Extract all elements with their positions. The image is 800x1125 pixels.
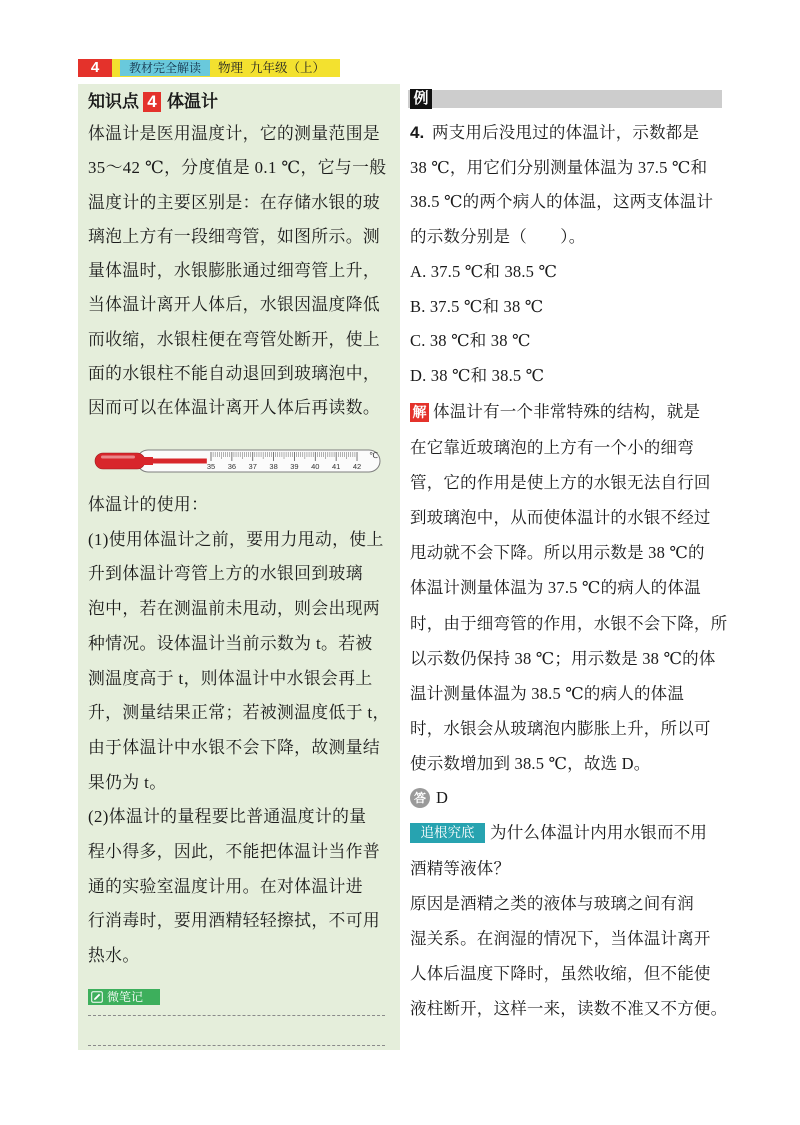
question-text: [410, 116, 713, 255]
text-line: 体温计是医用温度计，它的测量范围是: [88, 124, 381, 143]
solution-line: 管，它的作用是使上方的水银无法自行回: [410, 472, 711, 492]
thermometer-bulb: [95, 453, 145, 469]
scale-label: 36: [227, 462, 237, 471]
text-line: 因而可以在体温计离开人体后再读数。: [88, 398, 381, 418]
example-tag: 例: [410, 89, 432, 109]
question-number: 4.: [410, 123, 425, 142]
text-line: 果仍为 t。: [88, 772, 167, 792]
dig-answer-line: 湿关系。在润湿的情况下，当体温计离开: [410, 929, 711, 948]
dig-question-line: 为什么体温计内用水银而不用: [490, 823, 708, 843]
text-line: 种情况。设体温计当前示数为 t。若被: [88, 633, 373, 653]
dig-deeper-tag: 追根究底: [410, 823, 485, 843]
usage-text: [88, 523, 390, 974]
knowledge-number-badge: 4: [143, 92, 161, 112]
pencil-icon: [91, 991, 103, 1003]
solution-line: 时，水银会从玻璃泡内膨胀上升，所以可: [410, 719, 711, 739]
dig-answer-line: 原因是酒精之类的液体与玻璃之间有润: [410, 893, 694, 913]
solution-line: 温计测量体温为 38.5 ℃的病人的体温: [410, 684, 685, 704]
text-line: 热水。: [88, 946, 140, 966]
scale-label: 38: [269, 462, 278, 471]
option-item: C. 38 ℃和 38 ℃: [410, 331, 531, 351]
solution-text: [410, 394, 727, 781]
scale-label: 40: [311, 462, 320, 471]
dig-deeper-answer: [410, 886, 727, 1027]
series-title: 教材完全解读: [120, 60, 210, 76]
scale-label: 42: [352, 462, 362, 471]
dig-question-line: 酒精等液体？: [410, 858, 511, 878]
page-number: 4: [78, 59, 112, 77]
scale-label: 39: [290, 462, 299, 471]
solution-tag: 解: [410, 403, 429, 422]
note-line: [88, 1015, 385, 1016]
text-line: 升，测量结果正常；若被测温度低于 t，: [88, 703, 390, 723]
answer-options: [410, 255, 557, 394]
knowledge-label: 知识点: [88, 92, 139, 111]
thermometer-unit: ℃: [369, 451, 378, 460]
note-line: [88, 1045, 385, 1046]
subject-grade: 物理 九年级（上）: [218, 61, 325, 75]
mercury-column: [151, 459, 207, 464]
text-line: 当体温计离开人体后，水银因温度降低: [88, 295, 381, 315]
dig-deeper-question: [410, 815, 707, 885]
text-line: 量体温时，水银膨胀通过细弯管上升，: [88, 261, 381, 281]
option-item: B. 37.5 ℃和 38 ℃: [410, 296, 544, 316]
usage-title: 体温计的使用：: [88, 495, 209, 514]
text-line: 面的水银柱不能自动退回到玻璃泡中，: [88, 364, 381, 384]
solution-line: 体温计测量体温为 37.5 ℃的病人的体温: [410, 578, 701, 598]
solution-line: 到玻璃泡中，从而使体温计的水银不经过: [410, 508, 711, 527]
knowledge-title: 体温计: [167, 92, 218, 111]
option-item: D. 38 ℃和 38.5 ℃: [410, 365, 545, 385]
text-line: 程小得多，因此，不能把体温计当作普: [88, 842, 381, 862]
text-line: 行消毒时，要用酒精轻轻擦拭，不可用: [88, 911, 381, 931]
text-line: 升到体温计弯管上方的水银回到玻璃: [88, 564, 363, 584]
solution-line: 使示数增加到 38.5 ℃，故选 D。: [410, 754, 651, 774]
solution-line: 在它靠近玻璃泡的上方有一个小的细弯: [410, 437, 694, 457]
text-line: 35～42 ℃，分度值是 0.1 ℃，它与一般: [88, 158, 387, 178]
scale-label: 37: [248, 462, 257, 471]
solution-line: 甩动就不会下降。所以用示数是 38 ℃的: [410, 543, 705, 563]
question-line: 的示数分别是（ ）。: [410, 227, 586, 247]
text-line: 温度计的主要区别是：在存储水银的玻: [88, 192, 381, 212]
thermometer-figure: [93, 444, 383, 478]
solution-line: 体温计有一个非常特殊的结构，就是: [433, 402, 701, 422]
text-line: 由于体温计中水银不会下降，故测量结: [88, 737, 381, 757]
text-line: 泡中，若在测温前未甩动，则会出现两: [88, 599, 381, 619]
dig-answer-line: 液柱断开，这样一来，读数不准又不方便。: [410, 999, 728, 1019]
bulb-highlight: [101, 456, 135, 459]
example-header-bar: [408, 90, 722, 108]
text-line: 璃泡上方有一段细弯管，如图所示。测: [88, 226, 381, 246]
solution-line: 以示数仍保持 38 ℃；用示数是 38 ℃的体: [410, 648, 716, 668]
question-line: 两支用后没甩过的体温计，示数都是: [432, 123, 700, 142]
answer-badge: 答: [410, 788, 430, 808]
text-line: (1)使用体温计之前，要用力甩动，使上: [88, 529, 384, 549]
scale-label: 35: [206, 462, 216, 471]
answer-value: D: [436, 788, 448, 807]
question-line: 38.5 ℃的两个病人的体温，这两支体温计: [410, 192, 714, 212]
question-line: 38 ℃，用它们分别测量体温为 37.5 ℃和: [410, 157, 708, 177]
text-line: 通的实验室温度计用。在对体温计进: [88, 876, 363, 896]
notes-tag: [88, 989, 160, 1005]
text-line: 而收缩，水银柱便在弯管处断开，使上: [88, 329, 381, 349]
text-line: 测温度高于 t，则体温计中水银会再上: [88, 668, 373, 688]
knowledge-heading: [88, 91, 218, 113]
option-item: A. 37.5 ℃和 38.5 ℃: [410, 261, 558, 281]
intro-text: [88, 117, 386, 426]
solution-line: 时，由于细弯管的作用，水银不会下降，所: [410, 613, 728, 633]
notes-label: 微笔记: [107, 990, 144, 1004]
dig-answer-line: 人体后温度下降时，虽然收缩，但不能使: [410, 964, 711, 984]
scale-label: 41: [331, 462, 341, 471]
text-line: (2)体温计的量程要比普通温度计的量: [88, 807, 367, 827]
